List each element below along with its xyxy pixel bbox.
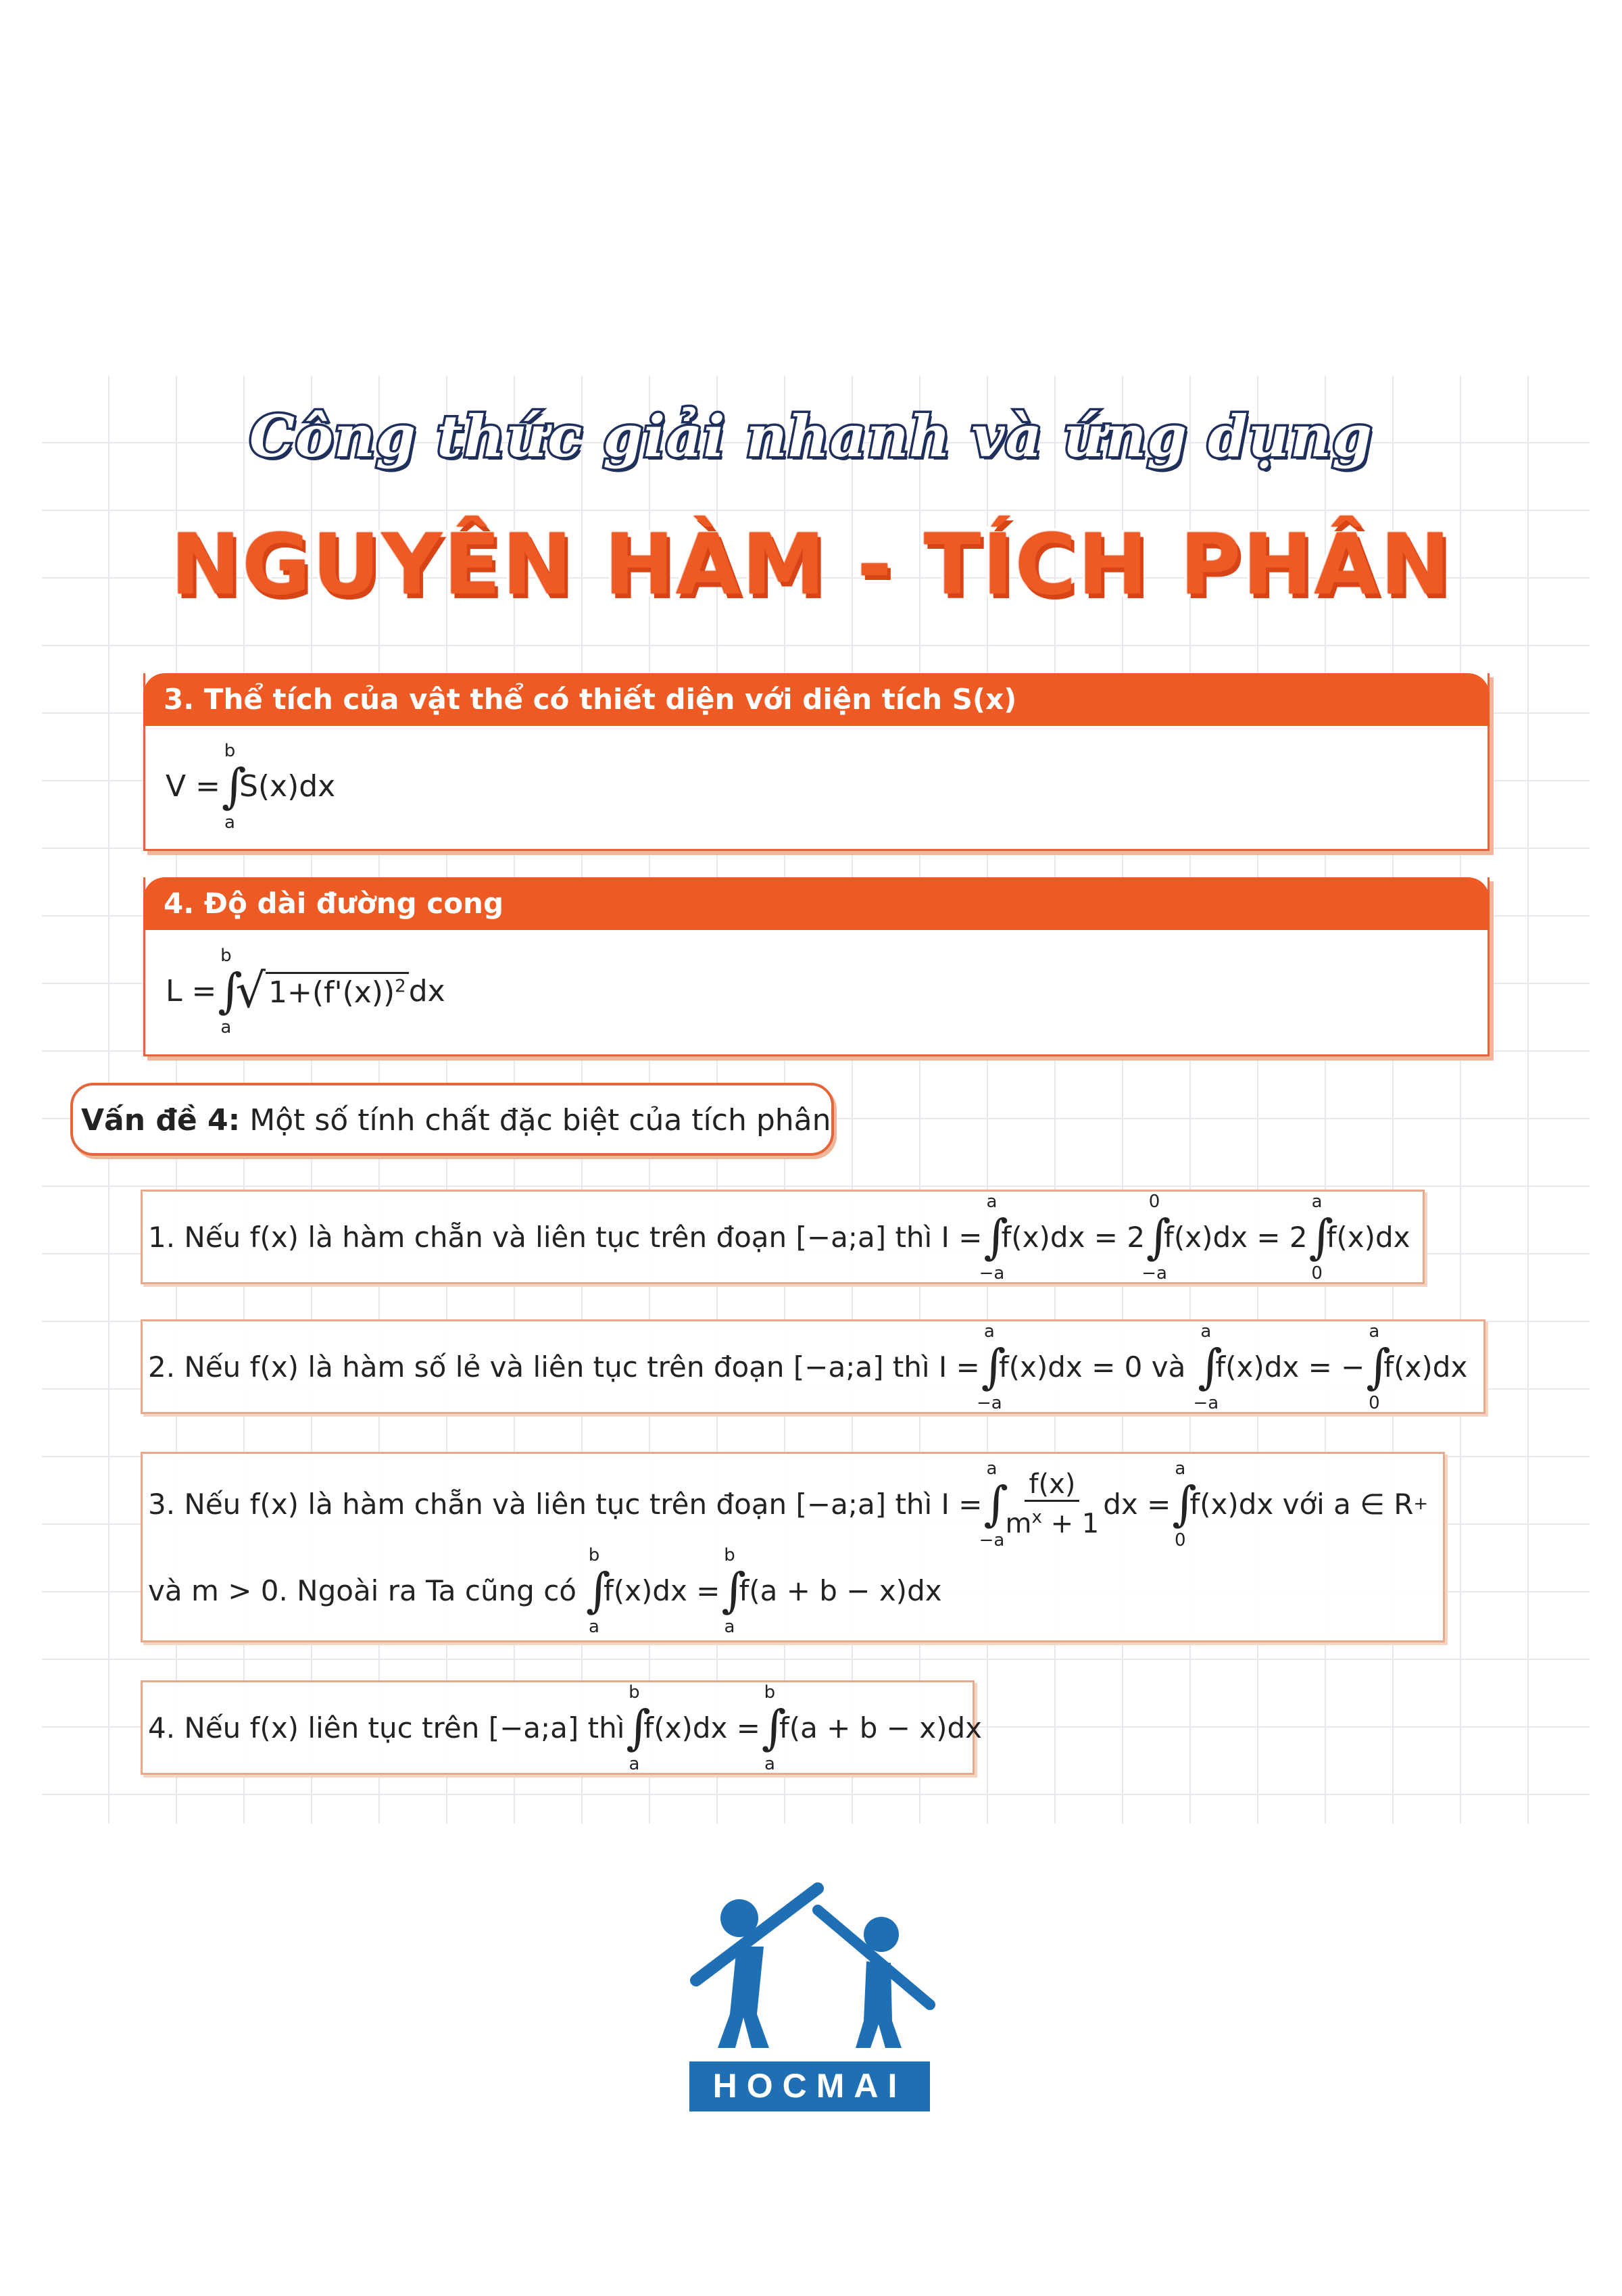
property-2-text: 2. Nếu f(x) là hàm số lẻ và liên tục trên đoạn [−a;a] thì I = (148, 1350, 980, 1384)
card-volume-formula (145, 726, 1488, 846)
integral-sign: b ∫ a (721, 1545, 746, 1637)
property-3-text: 3. Nếu f(x) là hàm chẵn và liên tục trên đoạn [−a;a] thì I = (148, 1487, 983, 1521)
script-title: Công thức giải nhanh và ứng dụng (249, 403, 1373, 470)
integral-sign: 0 ∫ −a (1141, 1192, 1171, 1284)
formula-lhs: L = (166, 973, 217, 1008)
integral-sign: b ∫ a (221, 741, 247, 833)
integral-sign: a ∫ −a (979, 1192, 1008, 1284)
integral-sign: a ∫ 0 (1308, 1192, 1334, 1284)
card-arc-length-heading: 4. Độ dài đường cong (143, 877, 1490, 930)
integral-sign: a ∫ 0 (1366, 1321, 1391, 1413)
square-root: √ $1+(f'(x))^2$ (235, 967, 408, 1015)
property-1: 1. Nếu f(x) là hàm chẵn và liên tục trên đoạn [−a;a] thì I = a ∫ −a f(x)dx = 2 0 ∫ −a f(x)dx = 2 a ∫ 0 f(x)dx (141, 1190, 1425, 1284)
property-2: 2. Nếu f(x) là hàm số lẻ và liên tục trên đoạn [−a;a] thì I = a ∫ −a f(x)dx = 0 và a ∫ −a f(x)dx = − a ∫ 0 f(x)dx (141, 1319, 1485, 1414)
formula-integrand: S(x)dx (239, 768, 336, 804)
integral-sign: b ∫ a (626, 1682, 651, 1774)
hocmai-logo-text: HOCMAI (712, 2067, 907, 2105)
property-1-text: 1. Nếu f(x) là hàm chẵn và liên tục trên đoạn [−a;a] thì I = (148, 1220, 983, 1254)
property-3-line-1: 3. Nếu f(x) là hàm chẵn và liên tục trên đoạn [−a;a] thì I = a ∫ −a $\frac{f(x)}{m^x + 1}$ dx = a ∫ 0 f(x)dx với a ∈ R + (148, 1459, 1429, 1550)
integral-sign: b ∫ a (761, 1682, 787, 1774)
integral-sign: a ∫ 0 (1172, 1459, 1197, 1550)
fraction: $\frac{f(x)}{m^x + 1}$ (1005, 1468, 1100, 1540)
integral-sign: a ∫ −a (1193, 1321, 1223, 1413)
card-arc-length (143, 877, 1490, 1056)
property-4: 4. Nếu f(x) liên tục trên [−a;a] thì b ∫ a f(x)dx = b ∫ a f(a + b − x)dx (141, 1680, 975, 1775)
formula-lhs: V = (166, 768, 220, 804)
main-title: NGUYÊN HÀM - TÍCH PHÂN (170, 516, 1452, 614)
integral-sign: a ∫ −a (977, 1321, 1006, 1413)
card-arc-length-formula (145, 930, 1488, 1052)
card-volume (143, 673, 1490, 851)
topic-prefix: Vấn đề 4: (81, 1103, 241, 1138)
formula-tail: dx (408, 973, 445, 1008)
card-volume-heading: 3. Thể tích của vật thể có thiết diện với diện tích S(x) (143, 673, 1490, 726)
topic-text: Một số tính chất đặc biệt của tích phân (240, 1103, 831, 1138)
topic-heading (70, 1083, 834, 1156)
hocmai-figures-icon (689, 1879, 939, 2122)
hocmai-logo (689, 1879, 939, 2122)
property-3-line-2-text: và m > 0. Ngoài ra Ta cũng có (148, 1573, 576, 1607)
property-3-line-2: và m > 0. Ngoài ra Ta cũng có b ∫ a f(x)dx = b ∫ a f(a + b − x)dx (148, 1545, 942, 1637)
property-3 (141, 1452, 1445, 1642)
integral-sign: b ∫ a (585, 1545, 611, 1637)
property-4-text: 4. Nếu f(x) liên tục trên [−a;a] thì (148, 1711, 625, 1744)
integral-sign: b ∫ a (218, 946, 243, 1037)
integral-sign: a ∫ −a (979, 1459, 1008, 1550)
